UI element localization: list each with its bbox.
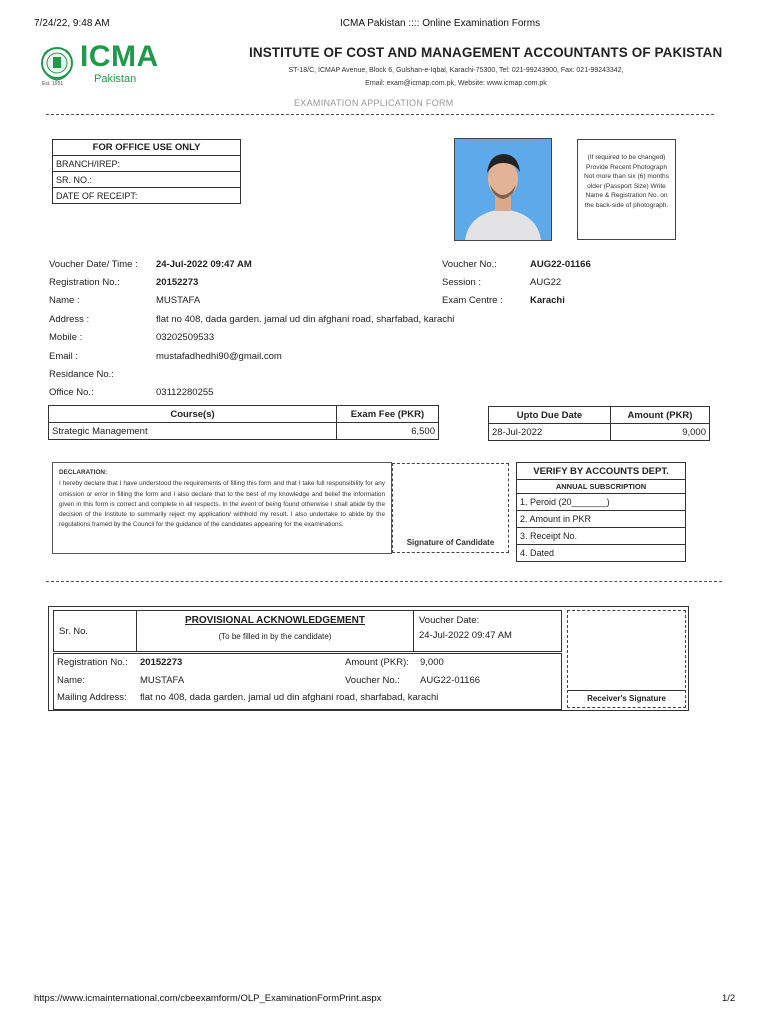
mobile-label: Mobile :	[49, 332, 83, 343]
ack-reg-value: 20152273	[140, 657, 183, 668]
table-row	[49, 423, 439, 440]
courses-table	[48, 405, 439, 440]
ack-name-label: Name:	[57, 675, 85, 686]
declaration-box	[52, 462, 392, 554]
name-label: Name :	[49, 295, 80, 306]
ack-subtitle: (To be filled in by the candidate)	[218, 632, 332, 641]
registration-no-label: Registration No.:	[49, 277, 120, 288]
voucher-date-value: 24-Jul-2022 09:47 AM	[156, 259, 252, 270]
candidate-signature-box	[392, 463, 509, 553]
ack-address-label: Mailing Address:	[57, 692, 127, 703]
institute-address-1: ST-18/C, ICMAP Avenue, Block 6, Gulshan-e-Iqbal, Karachi-75300, Tel: 021-99243900, Fax: 021-99243342,	[288, 67, 624, 74]
candidate-photo-image	[455, 139, 551, 240]
logo-text: ICMA	[80, 40, 159, 73]
office-use-table	[52, 139, 241, 204]
receiver-signature-label: Receiver's Signature	[568, 690, 685, 707]
ack-reg-label: Registration No.:	[57, 657, 128, 668]
declaration-heading: DECLARATION:	[59, 469, 108, 476]
residance-no-label: Residance No.:	[49, 369, 114, 380]
due-header-amount: Amount (PKR)	[611, 407, 710, 424]
acknowledgement-box	[48, 606, 689, 711]
mobile-value: 03202509533	[156, 332, 215, 343]
print-url: https://www.icmainternational.com/cbeexamform/OLP_ExaminationFormPrint.aspx	[34, 993, 382, 1004]
print-datetime: 7/24/22, 9:48 AM	[34, 18, 110, 29]
institute-address-2: Email: exam@icmap.com.pk, Website: www.icmap.com.pk	[365, 80, 547, 87]
ack-amount-label: Amount (PKR):	[345, 657, 409, 668]
institute-name: INSTITUTE OF COST AND MANAGEMENT ACCOUNTANTS OF PAKISTAN	[249, 45, 723, 60]
email-value: mustafadhedhi90@gmail.com	[156, 351, 282, 362]
due-header-date: Upto Due Date	[489, 407, 611, 424]
ack-amount-value: 9,000	[420, 657, 444, 668]
office-no-label: Office No.:	[49, 387, 94, 398]
divider-top	[46, 114, 714, 115]
verify-row-period: 1. Peroid (20_______)	[517, 494, 686, 511]
voucher-no-label: Voucher No.:	[442, 259, 497, 270]
verify-table	[516, 462, 686, 562]
logo-est: Est. 1951	[42, 81, 64, 87]
verify-sub: ANNUAL SUBSCRIPTION	[517, 480, 686, 494]
ack-address-value: flat no 408, dada garden. jamal ud din afghani road, sharfabad, karachi	[140, 692, 439, 703]
receiver-signature-box	[567, 610, 686, 708]
due-amount-value: 9,000	[611, 424, 710, 441]
session-value: AUG22	[530, 277, 562, 288]
courses-header-fee: Exam Fee (PKR)	[337, 406, 439, 423]
ack-title: PROVISIONAL ACKNOWLEDGEMENT	[184, 615, 365, 626]
courses-header-course: Course(s)	[49, 406, 337, 423]
due-date-value: 28-Jul-2022	[489, 424, 611, 441]
exam-centre-label: Exam Centre :	[442, 295, 503, 306]
ack-details	[53, 653, 562, 710]
due-date-table	[488, 406, 710, 441]
verify-heading: VERIFY BY ACCOUNTS DEPT.	[517, 463, 686, 480]
ack-sr-no-label: Sr. No.	[54, 611, 137, 652]
email-label: Email :	[49, 351, 79, 362]
office-use-heading: FOR OFFICE USE ONLY	[53, 140, 241, 156]
ack-voucher-no-label: Voucher No.:	[345, 675, 400, 686]
course-fee: 6,500	[337, 423, 439, 440]
print-page-title: ICMA Pakistan :::: Online Examination Forms	[340, 18, 541, 29]
divider-middle	[46, 581, 722, 582]
office-row-srno: SR. NO.:	[53, 172, 241, 188]
verify-row-amount: 2. Amount in PKR	[517, 511, 686, 528]
office-row-branch: BRANCH/IREP:	[53, 156, 241, 172]
ack-voucher-date-value: 24-Jul-2022 09:47 AM	[419, 630, 512, 641]
session-label: Session :	[442, 277, 482, 288]
photo-instructions-box	[577, 139, 676, 240]
verify-row-receipt: 3. Receipt No.	[517, 528, 686, 545]
ack-top-table	[53, 610, 562, 652]
verify-row-dated: 4. Dated	[517, 545, 686, 562]
office-row-date: DATE OF RECEIPT:	[53, 188, 241, 204]
voucher-no-value: AUG22-01166	[530, 259, 591, 270]
office-no-value: 03112280255	[156, 387, 214, 398]
address-value: flat no 408, dada garden. jamal ud din afghani road, sharfabad, karachi	[156, 314, 455, 325]
candidate-signature-label: Signature of Candidate	[406, 538, 495, 547]
address-label: Address :	[49, 314, 90, 325]
print-page-number: 1/2	[722, 993, 736, 1004]
logo-sub: Pakistan	[94, 73, 137, 85]
registration-no-value: 20152273	[156, 277, 199, 288]
photo-instructions: (If required to be changed) Provide Recent Photograph Not more than six (6) months older (Passport Size) Write Name & Registration No. on the back-side of photograph.	[583, 154, 670, 209]
icma-logo	[38, 42, 158, 92]
form-title: EXAMINATION APPLICATION FORM	[294, 98, 454, 108]
ack-voucher-no-value: AUG22-01166	[420, 675, 481, 686]
table-row	[489, 424, 710, 441]
voucher-date-label: Voucher Date/ Time :	[49, 259, 138, 270]
course-name: Strategic Management	[49, 423, 337, 440]
name-value: MUSTAFA	[156, 295, 201, 306]
ack-name-value: MUSTAFA	[140, 675, 185, 686]
candidate-photo	[454, 138, 552, 241]
ack-voucher-date-label: Voucher Date:	[419, 615, 480, 626]
exam-centre-value: Karachi	[530, 295, 565, 306]
declaration-text: I hereby declare that I have understood the requirements of filling this form and that I take full responsibility for any omission or error in filling the form and I also declare that to the best of my knowledge and belief the information given in this form is correct and complete in all respects. In the event of being found otherwise I shall abide by the decision of the Institute to summarily reject my application/ withhold my result. I also undertake to abide by the regulations framed by the Council for the guidance of the candidates appearing for the examinations.	[59, 480, 385, 529]
